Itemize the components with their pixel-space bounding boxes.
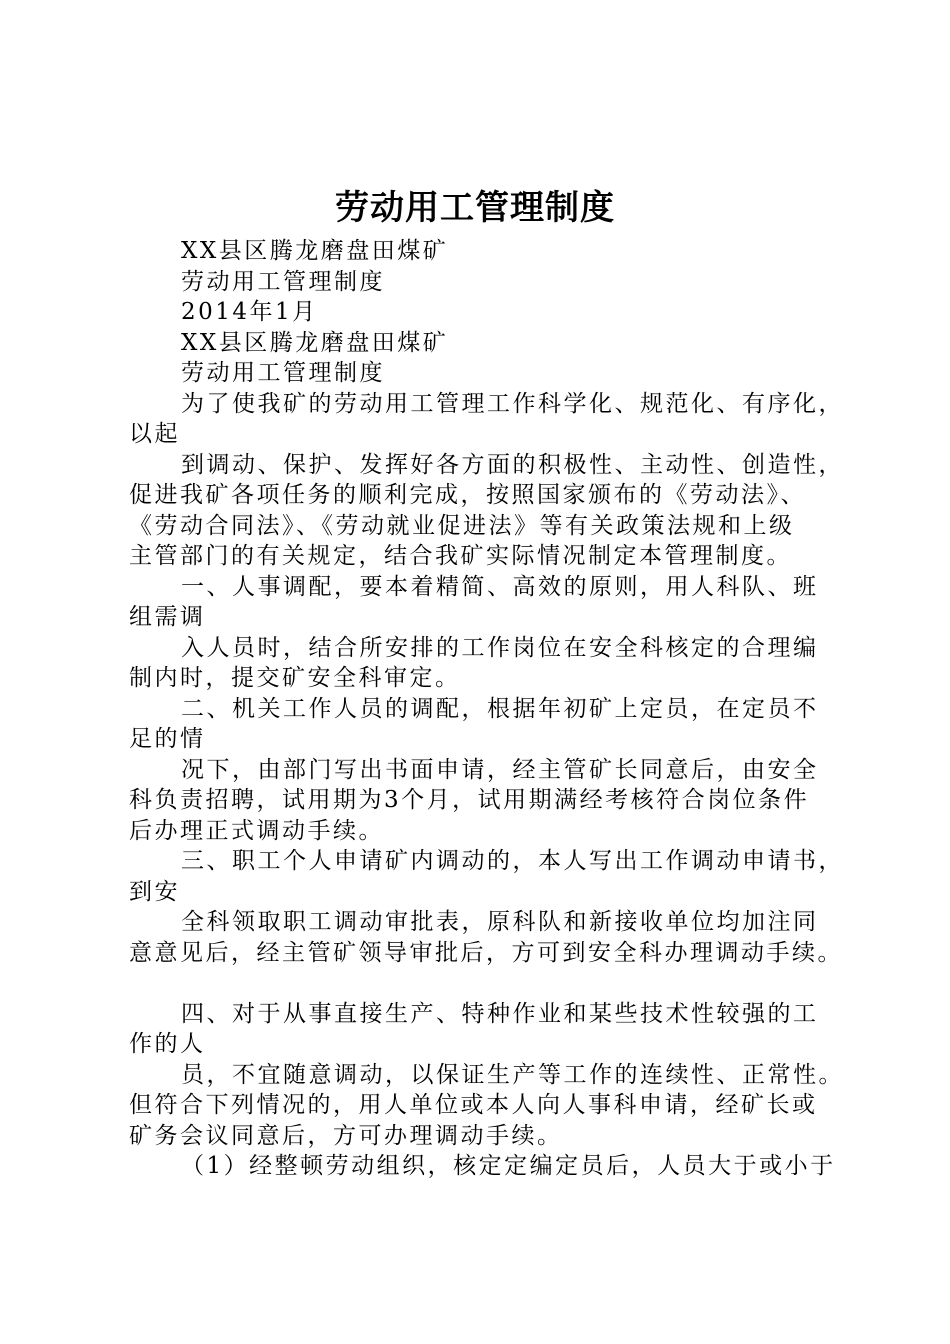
paragraph-line: 到安 bbox=[129, 878, 180, 905]
paragraph-line: 二、机关工作人员的调配，根据年初矿上定员，在定员不 bbox=[181, 695, 819, 722]
paragraph-line: 主管部门的有关规定，结合我矿实际情况制定本管理制度。 bbox=[129, 543, 792, 569]
paragraph-line: 2014年1月 bbox=[181, 299, 318, 325]
paragraph-line: 到调动、保护、发挥好各方面的积极性、主动性、创造性， bbox=[181, 451, 844, 478]
paragraph-line: 劳动用工管理制度 bbox=[181, 268, 385, 295]
paragraph-line: 三、职工个人申请矿内调动的，本人写出工作调动申请书， bbox=[181, 848, 844, 874]
paragraph-line: 以起 bbox=[129, 421, 180, 447]
paragraph-line: 《劳动合同法》、《劳动就业促进法》等有关政策法规和上级 bbox=[129, 512, 795, 539]
paragraph-line: 入人员时，结合所安排的工作岗位在安全科核定的合理编 bbox=[181, 634, 819, 661]
paragraph-line: 意意见后，经主管矿领导审批后，方可到安全科办理调动手续。 bbox=[129, 939, 843, 966]
paragraph-line: 矿务会议同意后，方可办理调动手续。 bbox=[129, 1122, 563, 1149]
paragraph-line: 为了使我矿的劳动用工管理工作科学化、规范化、有序化， bbox=[181, 390, 844, 417]
paragraph-line: 作的人 bbox=[129, 1031, 206, 1057]
blank-line bbox=[129, 968, 851, 999]
paragraph-line: （1）经整顿劳动组织，核定定编定员后，人员大于或小于 bbox=[181, 1153, 836, 1179]
paragraph-line: 一、人事调配，要本着精简、高效的原则，用人科队、班 bbox=[181, 573, 819, 600]
paragraph-line: 促进我矿各项任务的顺利完成，按照国家颁布的《劳动法》、 bbox=[129, 482, 806, 508]
paragraph-line: 制内时，提交矿安全科审定。 bbox=[129, 665, 461, 691]
paragraph-line: 劳动用工管理制度 bbox=[181, 360, 385, 386]
document-body bbox=[129, 236, 851, 1182]
paragraph-line: 员，不宜随意调动，以保证生产等工作的连续性、正常性。 bbox=[181, 1061, 844, 1088]
document-title: 劳动用工管理制度 bbox=[335, 188, 615, 228]
paragraph-line: 科负责招聘，试用期为3个月，试用期满经考核符合岗位条件 bbox=[129, 787, 810, 813]
paragraph-line: 四、对于从事直接生产、特种作业和某些技术性较强的工 bbox=[181, 1000, 819, 1027]
paragraph-line: 足的情 bbox=[129, 726, 206, 752]
paragraph-line: 组需调 bbox=[129, 604, 206, 630]
paragraph-line: 全科领取职工调动审批表，原科队和新接收单位均加注同 bbox=[181, 909, 819, 935]
paragraph-line: XX县区腾龙磨盘田煤矿 bbox=[181, 329, 449, 356]
paragraph-line: 后办理正式调动手续。 bbox=[129, 817, 384, 844]
paragraph-line: 况下，由部门写出书面申请，经主管矿长同意后，由安全 bbox=[181, 756, 819, 783]
paragraph-line: 但符合下列情况的，用人单位或本人向人事科申请，经矿长或 bbox=[129, 1092, 818, 1118]
paragraph-line: XX县区腾龙磨盘田煤矿 bbox=[181, 238, 449, 264]
